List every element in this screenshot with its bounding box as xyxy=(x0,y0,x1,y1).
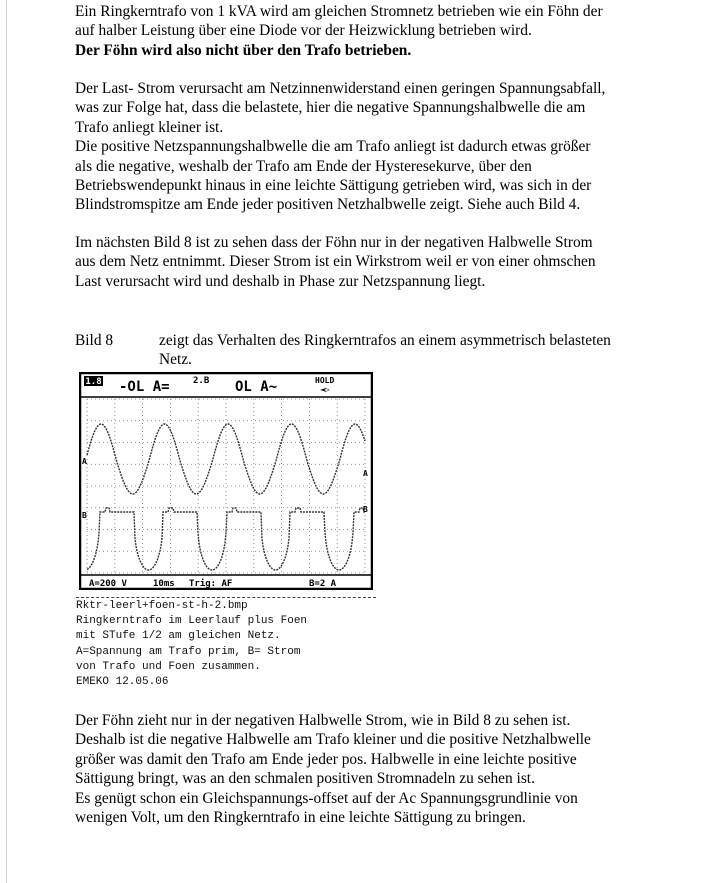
marker-b-right: B xyxy=(363,505,368,514)
text-line: Der Föhn zieht nur in der negativen Halbwelle Strom, wie in Bild 8 zu sehen ist. xyxy=(75,712,571,729)
figure-caption xyxy=(76,599,307,690)
paragraph-conclusion xyxy=(75,711,675,827)
text-line: Betriebswendepunkt hinaus in eine leichte Sättigung getrieben wird, was sich in der xyxy=(75,177,592,195)
reading-a: -OL A= xyxy=(119,379,170,395)
caption-line: mit STufe 1/2 am gleichen Netz. xyxy=(76,630,281,643)
trigger-setting: Trig: AF xyxy=(189,579,233,589)
caption-line: von Trafo und Foen zusammen. xyxy=(76,660,261,673)
text-line: Deshalb ist die negative Halbwelle am Trafo kleiner und die positive Netzhalbwelle xyxy=(75,731,591,749)
channel-1-label: 1.8 xyxy=(85,377,102,387)
text-line: wenigen Volt, um den Ringkerntrafo in eine leichte Sättigung zu bringen. xyxy=(75,809,526,827)
text-line: zeigt das Verhalten des Ringkerntrafos an einem asymmetrisch belasteten xyxy=(159,332,611,349)
caption-line: Rktr-leerl+foen-st-h-2.bmp xyxy=(76,600,248,612)
figure-description xyxy=(159,331,611,370)
text-line: Trafo anliegt kleiner ist. xyxy=(75,118,224,136)
paragraph-next-figure xyxy=(75,233,675,291)
page-edge-rule xyxy=(6,0,7,883)
hold-arrow-icon: ◄▷ xyxy=(320,385,330,394)
caption-divider xyxy=(76,597,376,598)
text-line: Die positive Netzspannungshalbwelle die am Trafo anliegt ist dadurch etwas größer xyxy=(75,138,591,156)
scale-b: B=2 A xyxy=(309,579,337,589)
text-line: Ein Ringkerntrafo von 1 kVA wird am gleichen Stromnetz betrieben wie ein Föhn der xyxy=(75,3,603,20)
text-line: als die negative, weshalb der Trafo am Ende der Hysteresekurve, über den xyxy=(75,157,532,175)
text-line: Last verursacht wird und deshalb in Phase zur Netzspannung liegt. xyxy=(75,272,486,290)
text-line: was zur Folge hat, dass die belastete, hier die negative Spannungshalbwelle die am xyxy=(75,99,586,117)
paragraph-explanation xyxy=(75,79,675,215)
marker-a-right: A xyxy=(363,469,368,478)
paragraph-intro xyxy=(75,2,675,60)
caption-line: A=Spannung am Trafo prim, B= Strom xyxy=(76,645,301,658)
figure-label: Bild 8 xyxy=(75,332,114,349)
text-line: auf halber Leistung über eine Diode vor der Heizwicklung betrieben wird. xyxy=(75,22,532,40)
text-line: größer was damit den Trafo am Ende jeder pos. Halbwelle in eine leichte positive xyxy=(75,750,577,768)
text-line: aus dem Netz entnimmt. Dieser Strom ist ein Wirkstrom weil er von einer ohmschen xyxy=(75,253,596,271)
caption-line: EMEKO 12.05.06 xyxy=(76,676,169,689)
oscilloscope-screenshot xyxy=(79,372,373,590)
reading-b: OL A~ xyxy=(235,379,278,395)
scale-a: A=200 V xyxy=(89,579,127,589)
marker-a-left: A xyxy=(82,457,87,466)
text-line: Sättigung bringt, was an den schmalen positiven Stromnadeln zu sehen ist. xyxy=(75,770,535,788)
caption-line: Ringkerntrafo im Leerlauf plus Foen xyxy=(76,615,308,628)
text-line: Im nächsten Bild 8 ist zu sehen dass der Föhn nur in der negativen Halbwelle Strom xyxy=(75,234,593,251)
hold-indicator: HOLD xyxy=(315,376,335,385)
text-line: Der Last- Strom verursacht am Netzinnenwiderstand einen geringen Spannungsabfall, xyxy=(75,80,606,97)
text-line: Netz. xyxy=(159,351,192,369)
marker-b-left: B xyxy=(82,511,87,520)
text-line: Blindstromspitze am Ende jeder positiven Netzhalbwelle zeigt. Siehe auch Bild 4. xyxy=(75,196,581,214)
channel-2-label: 2.B xyxy=(193,376,210,386)
timebase: 10ms xyxy=(153,579,175,589)
text-line: Es genügt schon ein Gleichspannungs-offset auf der Ac Spannungsgrundlinie von xyxy=(75,789,578,807)
bold-statement: Der Föhn wird also nicht über den Trafo betrieben. xyxy=(75,41,412,59)
